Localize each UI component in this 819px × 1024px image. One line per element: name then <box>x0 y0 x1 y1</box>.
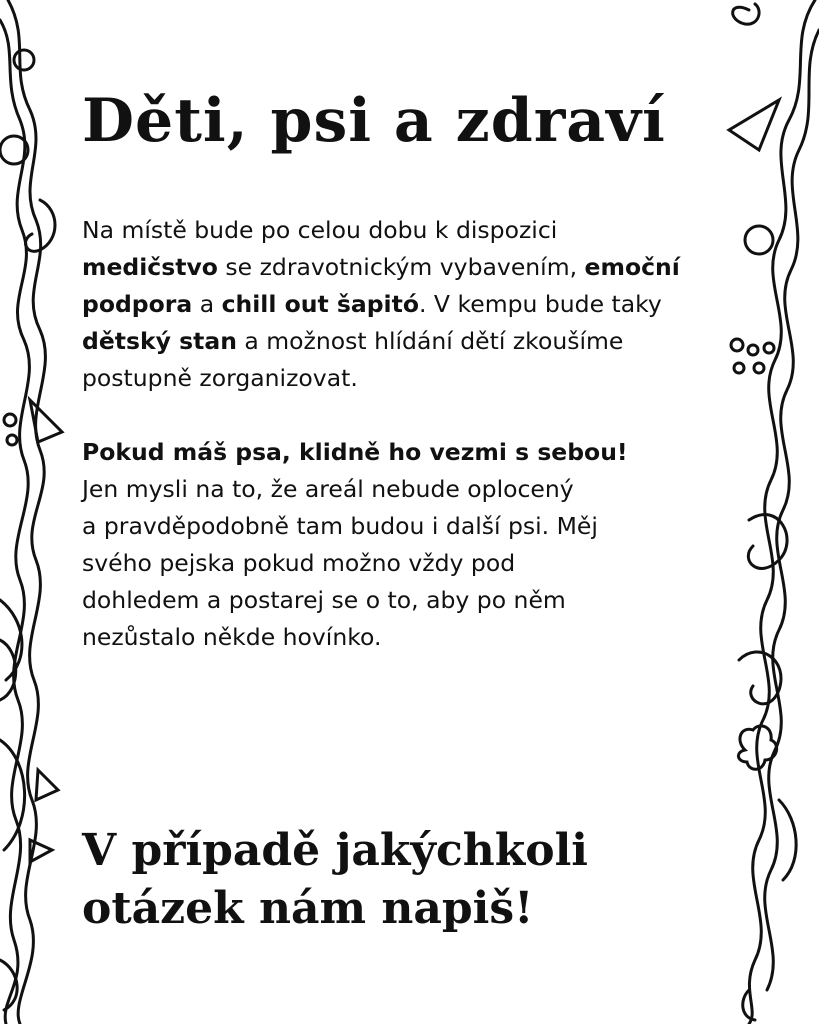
closing-message <box>82 822 588 938</box>
dogs-paragraph <box>82 434 682 656</box>
closing-line-1: V případě jakýchkoli <box>82 825 588 876</box>
dogs-line-5: nezůstalo někde hovínko. <box>82 623 382 651</box>
kids-tent-highlight: dětský stan <box>82 327 237 355</box>
services-text-3: a <box>199 290 215 318</box>
dogs-line-4: dohledem a postarej se o to, aby po něm <box>82 586 566 614</box>
dogs-line-2: a pravděpodobně tam budou i další psi. Měj <box>82 512 598 540</box>
closing-line-2: otázek nám napiš! <box>82 883 534 934</box>
services-text-5: a možnost hlídání dětí zkoušíme postupně zorganizovat. <box>82 327 624 392</box>
right-vine-border-icon <box>719 0 819 1024</box>
dogs-heading: Pokud máš psa, klidně ho vezmi s sebou! <box>82 438 628 466</box>
left-vine-border-icon <box>0 0 70 1024</box>
chill-out-highlight: chill out šapitó <box>221 290 419 318</box>
page-title: Děti, psi a zdraví <box>82 86 666 156</box>
dogs-line-1: Jen mysli na to, že areál nebude oplocený <box>82 475 574 503</box>
emotional-support-highlight: emoční podpora <box>82 253 680 318</box>
services-text-2: se zdravotnickým vybavením, <box>225 253 578 281</box>
dogs-line-3: svého pejska pokud možno vždy pod <box>82 549 516 577</box>
services-paragraph <box>82 212 682 397</box>
medic-highlight: medičstvo <box>82 253 218 281</box>
services-text-1: Na místě bude po celou dobu k dispozici <box>82 216 558 244</box>
services-text-4: . V kempu bude taky <box>418 290 662 318</box>
